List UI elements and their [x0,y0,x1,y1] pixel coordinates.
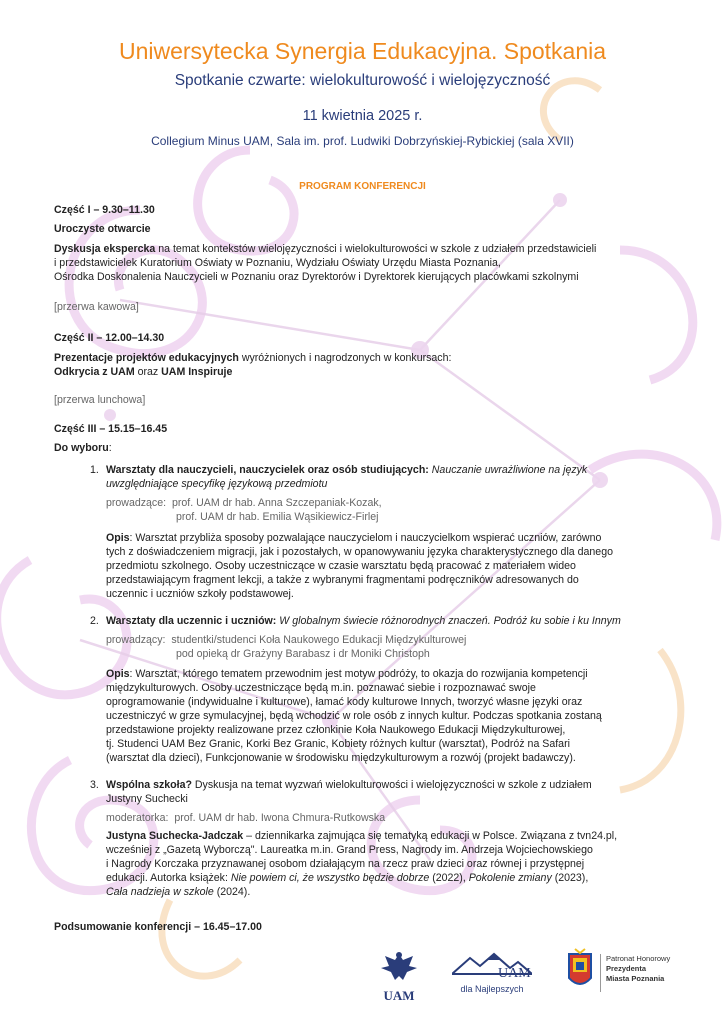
moderator-label: moderatorka: [106,812,169,824]
description-line: : Warsztat przybliża sposoby pozwalające nauczycielom i nauczycielkom wspierać uczniów, zarówno [129,532,602,544]
discussion-text: Dyskusja na temat wyzwań wielokulturowości i wielojęzyczności w szkole z udziałem [191,779,592,791]
conjunction: oraz [134,366,162,378]
debate-line: na temat kontekstów wielojęzyczności i wielokulturowości w szkole z udziałem przedstawicieli [155,243,597,255]
part1-opening: Uroczyste otwarcie [54,223,151,235]
bio-line: (2024). [213,886,251,898]
uam2-subtitle: dla Najlepszych [460,984,524,994]
description-line: tych z doświadczeniem migracji, jak i pozostałych, w opanowywaniu języka charakterystycznego dla danego [106,546,613,558]
poznan-coat-of-arms [565,948,595,992]
workshop2-leaders [106,633,696,661]
bio-line: i Nagrody Korczaka przyznawanej osobom działającym na rzecz praw dzieci oraz równej i przystępnej [106,858,585,870]
coat-of-arms-icon [565,948,595,992]
workshop2-label: Warsztaty dla uczennic i uczniów: [106,615,277,627]
workshop2-title [106,614,696,628]
logo-divider [600,954,601,992]
book-title: Nie powiem ci, że wszystko będzie dobrze [230,872,430,884]
workshop1-description [106,531,696,601]
debate-line: i przedstawicielek Kuratorium Oświaty w Poznaniu, Wydziału Oświaty Urzędu Miasta Poznania, [54,257,501,269]
logos-row [0,948,725,1008]
presentations-label: Prezentacje projektów edukacyjnych [54,352,239,364]
guest-name: Justyna Suchecka-Jadczak [106,830,244,842]
bio-line: – dziennikarka zajmująca się tematyką edukacji w Polsce. Związana z tvn24.pl, [243,830,618,842]
event-venue: Collegium Minus UAM, Sala im. prof. Ludwiki Dobrzyńskiej-Rybickiej (sala XVII) [151,134,574,148]
moderator [106,811,696,825]
description-line: tj. Studenci UAM Bez Granic, Korki Bez Granic, Kobiety różnych kultur (warsztat), Podróż na Safari [106,738,570,750]
bio-line: (2023), [551,872,589,884]
workshop1-title [106,463,696,491]
description-line: przedmiotu szkolnego. Osoby uczestniczące w czasie warsztatu będą pracować z materiałem wideo [106,560,576,572]
workshop1-topic: uwzględniające specyfikę językową przedmiotu [106,478,328,490]
description-line: uczestniczyć w grze symulacyjnej, będą wchodzić w role osób z innych kultur. Podczas spotkania zostaną [106,710,602,722]
patron-line: Miasta Poznania [606,974,665,983]
description-line: : Warsztat, którego tematem przewodnim jest motyw podróży, to okazja do rozwijania kompetencji [129,668,588,680]
event-date: 11 kwietnia 2025 r. [302,108,423,124]
bio-line: wcześniej z „Gazetą Wyborczą". Laureatka m.in. Grand Press, Nagrody im. Andrzeja Wojciechowskiego [106,844,593,856]
discussion-label: Wspólna szkoła? [106,779,192,791]
leader-name: pod opieką dr Grażyny Barabasz i dr Moniki Christoph [176,648,430,660]
description-label: Opis [106,668,130,680]
patron-line: Prezydenta [606,964,647,973]
program-heading: PROGRAM KONFERENCJI [299,181,426,192]
eagle-icon [377,950,421,984]
event-title: Uniwersytecka Synergia Edukacyjna. Spotkania [118,38,607,64]
description-label: Opis [106,532,130,544]
choose-label [54,441,684,455]
item-number: 2. [90,615,99,627]
workshop2-topic: W globalnym świecie różnorodnych znaczeń. Podróż ku sobie i ku Innym [276,615,621,627]
description-line: uczennic i uczniów szkoły podstawowej. [106,588,294,600]
workshop2-description [106,667,696,765]
workshop1-topic: Nauczanie uwrażliwione na język [428,464,588,476]
debate-label: Dyskusja ekspercka [54,243,156,255]
leaders-label: prowadzące: [106,497,167,509]
competition-name: Odkrycia z UAM [54,366,135,378]
workshop1-leaders [106,496,696,524]
bio-line: (2022), [429,872,469,884]
competition-name: UAM Inspiruje [161,366,233,378]
uam-logo-text: UAM [383,988,415,1003]
leader-name: prof. UAM dr hab. Anna Szczepaniak-Kozak, [171,497,382,509]
description-line: oprogramowanie (indywidualne i kulturowe), łamać kody kulturowe Innych, tworzyć własne języki oraz [106,696,583,708]
part2-presentations [54,351,684,379]
bio-line: edukacji. Autorka książek: [106,872,231,884]
patron-line: Patronat Honorowy [606,954,671,963]
discussion-text: Justyny Suchecki [106,793,188,805]
moderator-name: prof. UAM dr hab. Iwona Chmura-Rutkowska [174,812,386,824]
item-number: 1. [90,464,99,476]
book-title: Cała nadzieja w szkole [106,886,214,898]
description-line: (warsztat dla dzieci), Funkcjonowanie w środowisku międzykulturowym a rozwój (projekt badawczy). [106,752,576,764]
description-line: przedstawione projekty realizowane przez członkinie Koła Naukowego Edukacji Międzykulturowej, [106,724,566,736]
leader-name: prof. UAM dr hab. Emilia Wąsikiewicz-Firlej [176,511,379,523]
leader-name: studentki/studenci Koła Naukowego Edukacji Międzykulturowej [171,634,467,646]
part1-heading: Część I – 9.30–11.30 [54,204,155,216]
discussion-title [106,778,696,806]
part3-heading: Część III – 15.15–16.45 [54,423,168,435]
summary: Podsumowanie konferencji – 16.45–17.00 [54,921,262,933]
book-title: Pokolenie zmiany [468,872,552,884]
workshop1-label: Warsztaty dla nauczycieli, nauczycielek oraz osób studiujących: [106,464,429,476]
uam2-text: UAM [498,966,531,981]
event-subtitle: Spotkanie czwarte: wielokulturowość i wielojęzyczność [174,72,551,89]
uam-dla-najlepszych-logo [452,952,532,1004]
presentations-text: wyróżnionych i nagrodzonych w konkursach: [238,352,452,364]
debate-line: Ośrodka Doskonalenia Nauczycieli w Poznaniu oraz Dyrektorów i Dyrektorek kierujących placówkami szkolnymi [54,271,579,283]
patron-text [606,954,696,984]
choose-text: Do wyboru [54,442,109,454]
lunch-break: [przerwa lunchowa] [54,394,146,406]
guest-bio [106,829,696,899]
part2-heading: Część II – 12.00–14.30 [54,332,165,344]
uam-logo [377,950,421,1003]
description-line: międzykulturowych. Osoby uczestniczące będą m.in. poznawać siebie i rozpoznawać swoje [106,682,536,694]
item-number: 3. [90,779,99,791]
choose-colon: : [108,442,112,454]
description-line: przedstawiającym fragment lekcji, a także z wybranymi fragmentami podręczników adresowanych do [106,574,579,586]
coffee-break: [przerwa kawowa] [54,301,139,313]
leaders-label: prowadzący: [106,634,166,646]
part1-debate [54,242,684,284]
